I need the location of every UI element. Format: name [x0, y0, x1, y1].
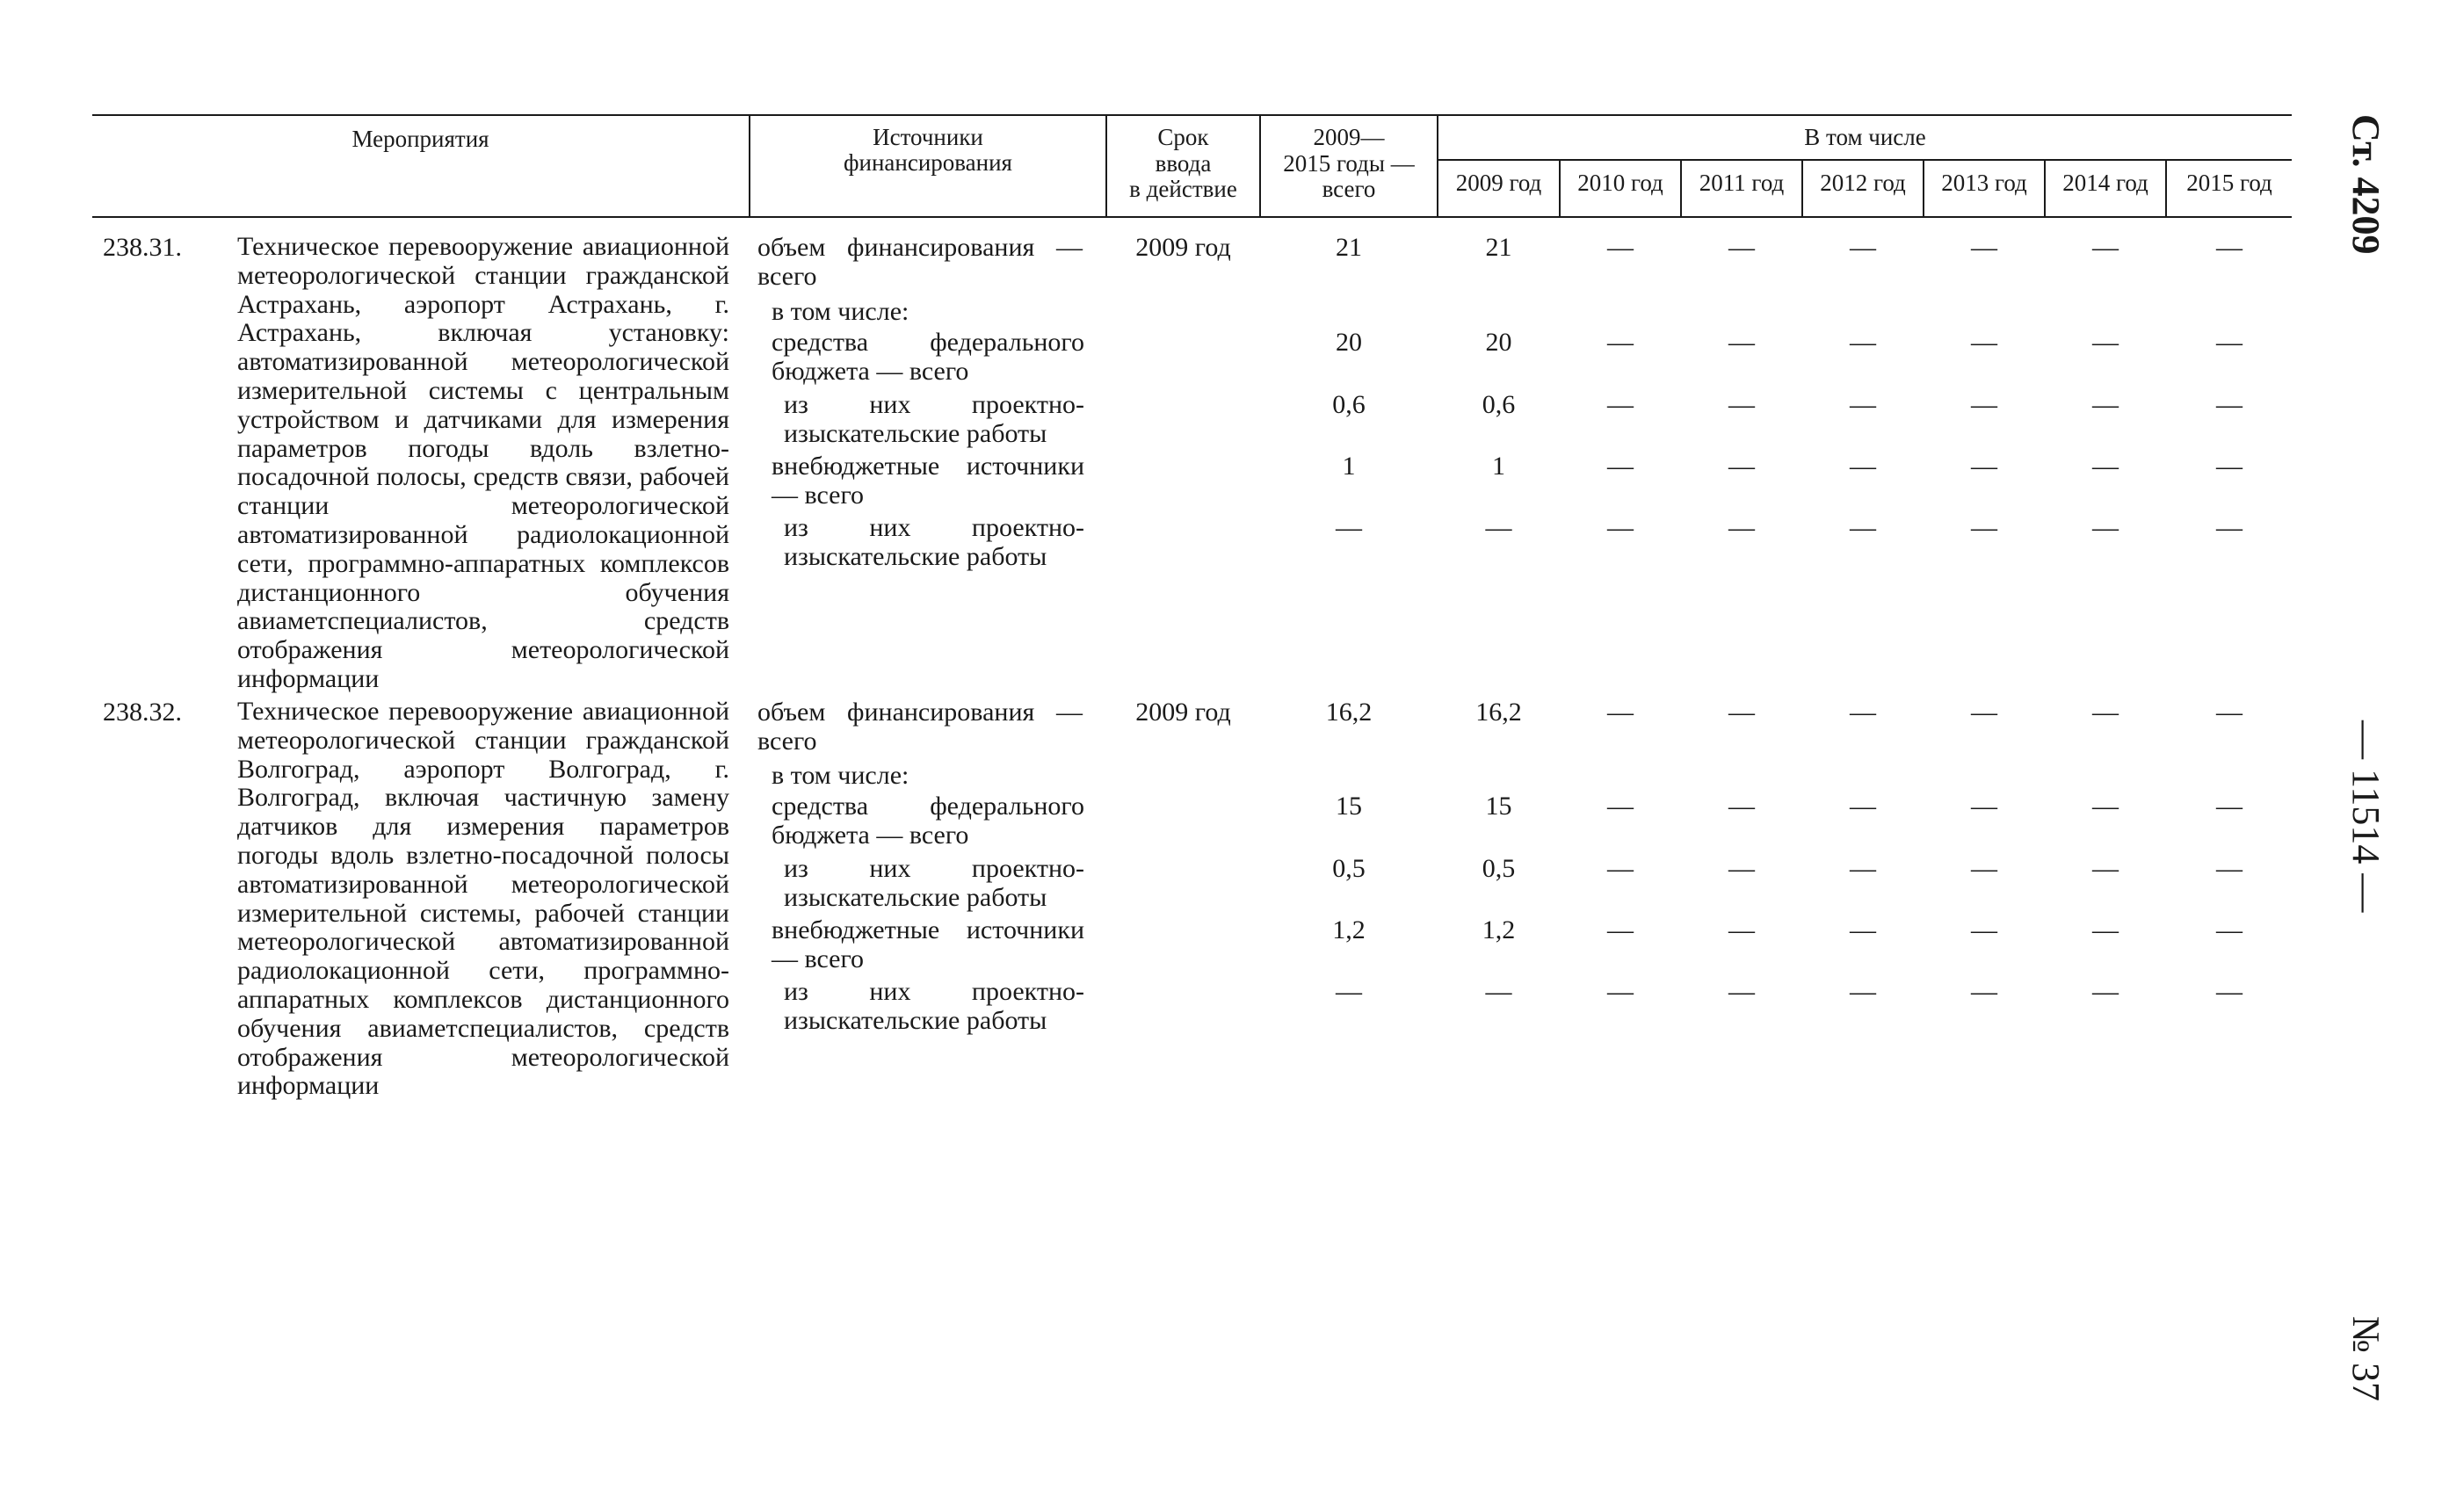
year-value: — — [2092, 915, 2119, 944]
header-bottom-rule — [92, 216, 2292, 218]
year-value: — — [2092, 390, 2119, 419]
year-value: — — [1971, 792, 1997, 821]
year-value: — — [2092, 328, 2119, 357]
year-value: 0,6 — [1482, 390, 1516, 419]
header-deadline-line: ввода — [1155, 150, 1212, 177]
source-label: средства федерального бюджета — всего — [772, 792, 1084, 850]
year-value: — — [1728, 452, 1755, 481]
year-value: — — [1728, 233, 1755, 262]
year-value: — — [1607, 233, 1634, 262]
year-value: — — [1971, 513, 1997, 542]
year-value: — — [1728, 792, 1755, 821]
header-sources-line: финансирования — [844, 149, 1012, 176]
header-year: 2010 год — [1577, 170, 1663, 196]
deadline-value: 2009 год — [1135, 233, 1231, 262]
year-value: — — [1971, 328, 1997, 357]
row-description: Техническое перевооружение авиационной метеорологической станции гражданской Волгоград, аэропорт Волгоград, г. Волгоград, включая частичную замену датчиков для измерения параметров погоды вдоль взлетно-посадочной полосы автоматизированной метеорологической измерительной системы, рабочей станции метеорологической автоматизированной радиолокационной сети, программно-аппаратных комплексов дистанционного обучения авиаметспециалистов, средств отображения метеорологической информации — [237, 697, 729, 1101]
years-header-rule — [1437, 159, 2292, 161]
header-year: 2015 год — [2186, 170, 2272, 196]
page-number: — 11514 — — [2344, 720, 2387, 913]
year-value: — — [2216, 977, 2243, 1006]
year-value: — — [1850, 328, 1876, 357]
source-label: из них проектно-изыскательские работы — [784, 513, 1084, 571]
year-value: — — [1607, 698, 1634, 727]
header-total-line: всего — [1322, 176, 1376, 202]
year-value: — — [1850, 915, 1876, 944]
year-value: — — [1485, 513, 1512, 542]
year-value: — — [2216, 233, 2243, 262]
year-value: — — [1607, 452, 1634, 481]
source-label: объем финансирования — всего — [757, 698, 1083, 756]
header-deadline-line: в действие — [1129, 176, 1237, 202]
total-value: — — [1336, 977, 1362, 1006]
year-value: — — [2092, 698, 2119, 727]
year-value: 20 — [1485, 328, 1512, 357]
year-value: — — [1607, 792, 1634, 821]
year-value: — — [2092, 792, 2119, 821]
header-activities: Мероприятия — [351, 126, 489, 152]
header-sources-line: Источники — [873, 124, 983, 150]
year-value: — — [1728, 698, 1755, 727]
source-label: средства федерального бюджета — всего — [772, 328, 1084, 386]
in-that-number: в том числе: — [772, 297, 909, 326]
year-value: — — [1971, 698, 1997, 727]
header-total-line: 2009— — [1313, 124, 1385, 150]
year-value: — — [1850, 452, 1876, 481]
year-value: — — [1607, 854, 1634, 883]
total-value: 16,2 — [1325, 698, 1373, 727]
total-value: — — [1336, 513, 1362, 542]
year-value: — — [1971, 854, 1997, 883]
year-value: — — [1607, 390, 1634, 419]
year-value: — — [1850, 977, 1876, 1006]
year-value: — — [2216, 390, 2243, 419]
header-top-rule — [92, 114, 2292, 116]
year-value: — — [1850, 854, 1876, 883]
total-value: 15 — [1336, 792, 1362, 821]
year-value: — — [2216, 854, 2243, 883]
year-value: — — [2216, 328, 2243, 357]
year-value: — — [1971, 977, 1997, 1006]
year-value: — — [1971, 915, 1997, 944]
year-value: — — [1850, 792, 1876, 821]
row-description: Техническое перевооружение авиационной метеорологической станции гражданской Астрахань, аэропорт Астрахань, г. Астрахань, включая установку: автоматизированной метеорологической измерительной системы с центральным устройством и датчиками для измерения параметров погоды вдоль взлетно-посадочной полосы, средств связи, рабочей станции метеорологической автоматизированной радиолокационной сети, программно-аппаратных комплексов дистанционного обучения авиаметспециалистов, средств отображения метеорологической информации — [237, 232, 729, 693]
year-value: — — [1485, 977, 1512, 1006]
header-year: 2014 год — [2062, 170, 2148, 196]
year-value: — — [2092, 977, 2119, 1006]
total-value: 20 — [1336, 328, 1362, 357]
source-label: внебюджетные источники — всего — [772, 915, 1084, 973]
in-that-number: в том числе: — [772, 761, 909, 790]
total-value: 21 — [1336, 233, 1362, 262]
year-value: — — [1728, 854, 1755, 883]
header-including: В том числе — [1804, 124, 1926, 150]
total-value: 0,5 — [1332, 854, 1366, 883]
header-year: 2013 год — [1941, 170, 2027, 196]
source-label: из них проектно-изыскательские работы — [784, 854, 1084, 912]
year-value: — — [2216, 698, 2243, 727]
year-value: 15 — [1485, 792, 1512, 821]
year-value: — — [1971, 390, 1997, 419]
year-value: — — [1971, 452, 1997, 481]
year-value: 16,2 — [1475, 698, 1522, 727]
year-value: — — [1728, 328, 1755, 357]
header-year: 2011 год — [1699, 170, 1785, 196]
source-label: из них проектно-изыскательские работы — [784, 977, 1084, 1035]
year-value: — — [1728, 977, 1755, 1006]
year-value: 0,5 — [1482, 854, 1516, 883]
year-value: — — [2092, 233, 2119, 262]
header-total-line: 2015 годы — — [1283, 150, 1415, 177]
year-value: — — [2216, 513, 2243, 542]
page-reference: Ст. 4209 — [2344, 114, 2387, 255]
year-value: — — [1850, 233, 1876, 262]
year-value: — — [1607, 977, 1634, 1006]
year-value: — — [2092, 452, 2119, 481]
year-value: — — [1850, 390, 1876, 419]
header-year: 2012 год — [1820, 170, 1906, 196]
year-value: — — [1971, 233, 1997, 262]
deadline-value: 2009 год — [1135, 698, 1231, 727]
total-value: 1 — [1342, 452, 1356, 481]
year-value: — — [1728, 915, 1755, 944]
year-value: — — [1728, 390, 1755, 419]
year-value: 1 — [1492, 452, 1505, 481]
total-value: 0,6 — [1332, 390, 1366, 419]
year-value: — — [1728, 513, 1755, 542]
source-label: из них проектно-изыскательские работы — [784, 390, 1084, 448]
year-value: — — [1850, 513, 1876, 542]
year-value: — — [1607, 513, 1634, 542]
issue-number: № 37 — [2344, 1316, 2387, 1401]
total-value: 1,2 — [1332, 915, 1366, 944]
header-year: 2009 год — [1455, 170, 1542, 196]
year-value: — — [1607, 915, 1634, 944]
row-number: 238.31. — [103, 233, 182, 262]
year-value: 21 — [1485, 233, 1512, 262]
row-number: 238.32. — [103, 698, 182, 727]
year-value: — — [1850, 698, 1876, 727]
year-value: — — [2216, 915, 2243, 944]
header-deadline-line: Срок — [1157, 124, 1209, 150]
year-value: — — [1607, 328, 1634, 357]
year-value: — — [2092, 513, 2119, 542]
year-value: — — [2216, 452, 2243, 481]
year-value: — — [2216, 792, 2243, 821]
year-value: — — [2092, 854, 2119, 883]
source-label: объем финансирования — всего — [757, 233, 1083, 291]
year-value: 1,2 — [1482, 915, 1516, 944]
source-label: внебюджетные источники — всего — [772, 452, 1084, 510]
